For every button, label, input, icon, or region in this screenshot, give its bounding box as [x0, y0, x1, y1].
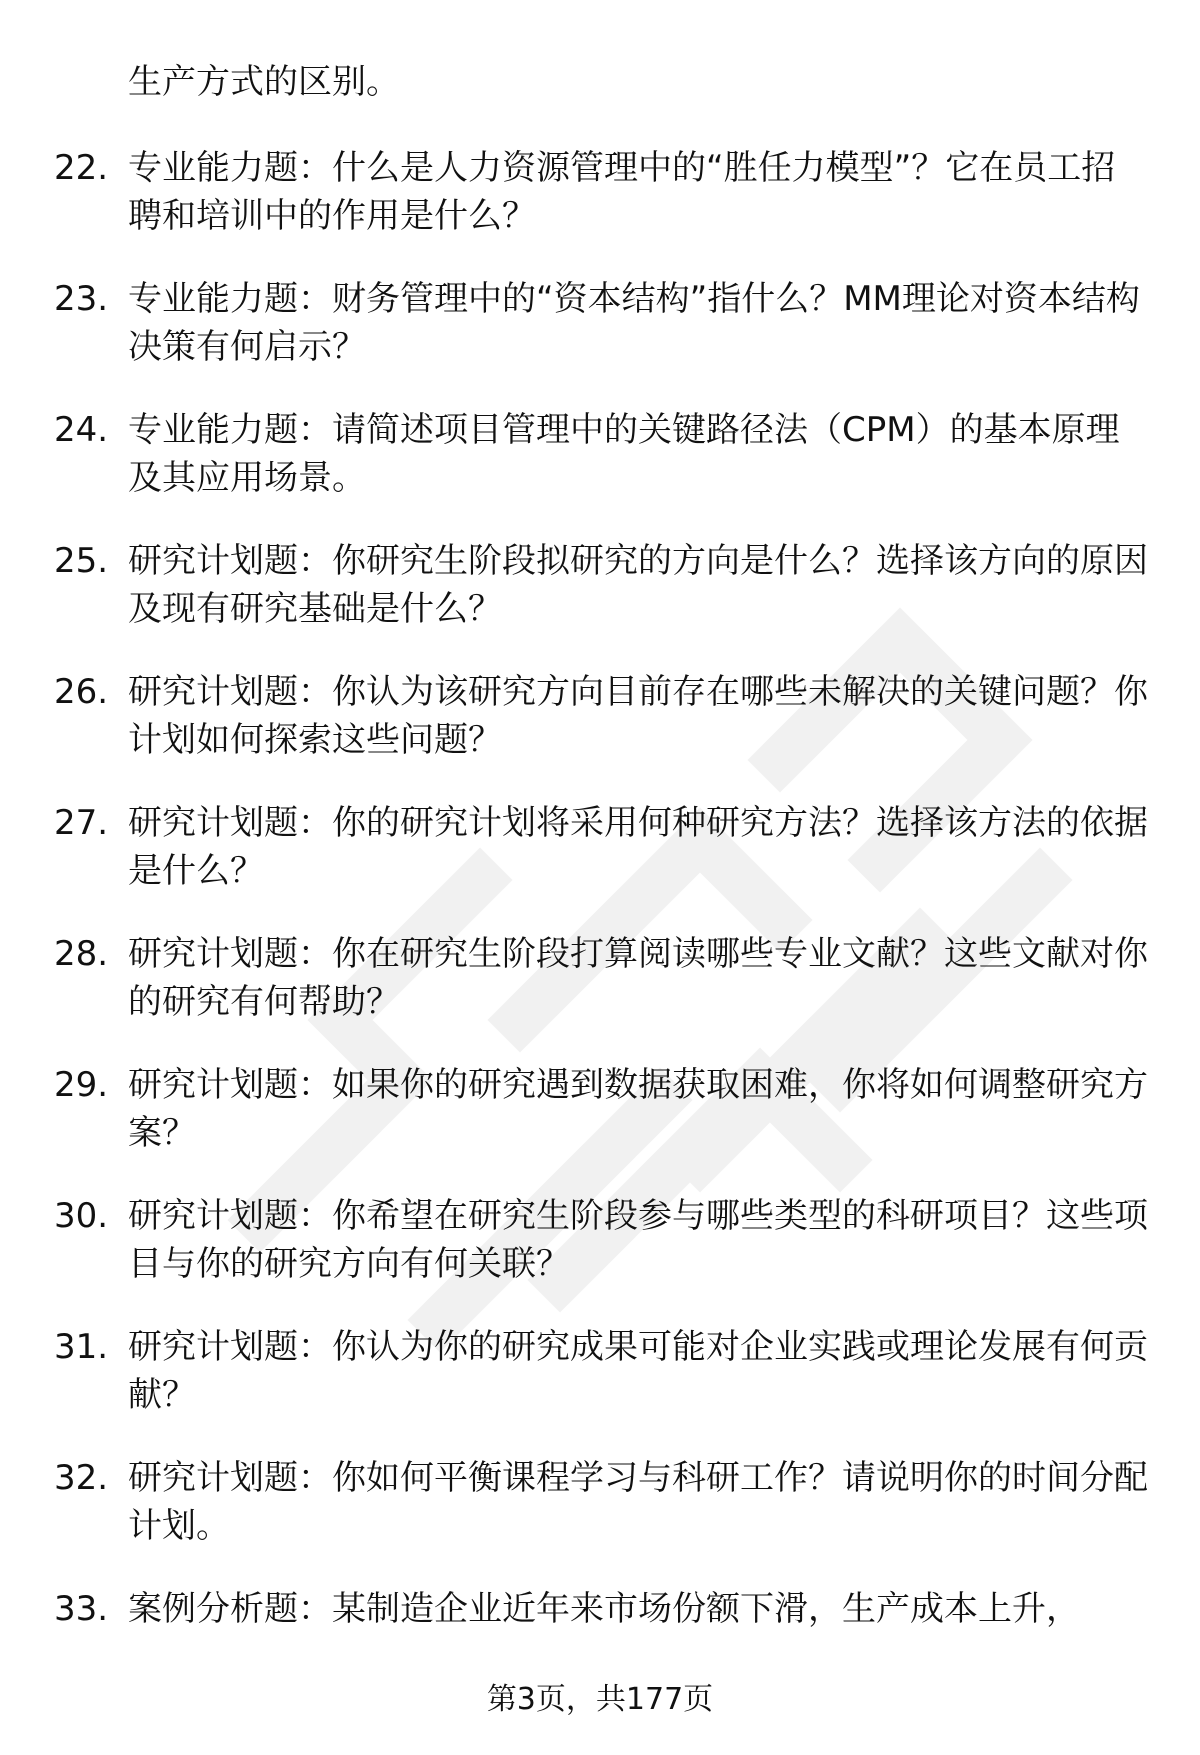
question-number: 29. [54, 1065, 109, 1105]
question-number: 22. [54, 148, 109, 188]
question-item [0, 1192, 1200, 1323]
question-number: 33. [54, 1589, 109, 1629]
question-text: 研究计划题：你希望在研究生阶段参与哪些类型的科研项目？这些项目与你的研究方向有何关联？ [128, 1196, 1148, 1284]
question-text: 案例分析题：某制造企业近年来市场份额下滑，生产成本上升， [128, 1589, 1080, 1629]
question-text: 研究计划题：你在研究生阶段打算阅读哪些专业文献？这些文献对你的研究有何帮助？ [128, 934, 1148, 1022]
question-item [0, 668, 1200, 799]
question-item [0, 1454, 1200, 1585]
question-text: 专业能力题：什么是人力资源管理中的“胜任力模型”？它在员工招聘和培训中的作用是什么？ [128, 148, 1116, 236]
question-text: 研究计划题：你认为你的研究成果可能对企业实践或理论发展有何贡献？ [128, 1327, 1148, 1415]
question-text: 专业能力题：请简述项目管理中的关键路径法（CPM）的基本原理及其应用场景。 [128, 410, 1120, 498]
question-number: 28. [54, 934, 109, 974]
question-list [0, 144, 1200, 1716]
question-text: 研究计划题：你认为该研究方向目前存在哪些未解决的关键问题？你计划如何探索这些问题？ [128, 672, 1148, 760]
question-text: 研究计划题：你的研究计划将采用何种研究方法？选择该方法的依据是什么？ [128, 803, 1148, 891]
question-number: 26. [54, 672, 109, 712]
question-item [0, 275, 1200, 406]
question-number: 25. [54, 541, 109, 581]
question-item [0, 406, 1200, 537]
question-number: 27. [54, 803, 109, 843]
question-item [0, 1323, 1200, 1454]
question-item [0, 144, 1200, 275]
question-item [0, 799, 1200, 930]
question-text: 研究计划题：如果你的研究遇到数据获取困难，你将如何调整研究方案？ [128, 1065, 1148, 1153]
question-text: 研究计划题：你如何平衡课程学习与科研工作？请说明你的时间分配计划。 [128, 1458, 1148, 1546]
question-number: 31. [54, 1327, 109, 1367]
question-number: 32. [54, 1458, 109, 1498]
question-text: 专业能力题：财务管理中的“资本结构”指什么？MM理论对资本结构决策有何启示？ [128, 279, 1140, 367]
question-item [0, 930, 1200, 1061]
question-item [0, 537, 1200, 668]
continuation-text: 生产方式的区别。 [128, 62, 400, 102]
question-number: 24. [54, 410, 109, 450]
question-number: 23. [54, 279, 109, 319]
question-text: 研究计划题：你研究生阶段拟研究的方向是什么？选择该方向的原因及现有研究基础是什么？ [128, 541, 1148, 629]
question-item [0, 1061, 1200, 1192]
question-number: 30. [54, 1196, 109, 1236]
page-footer: 第3页，共177页 [486, 1682, 714, 1717]
